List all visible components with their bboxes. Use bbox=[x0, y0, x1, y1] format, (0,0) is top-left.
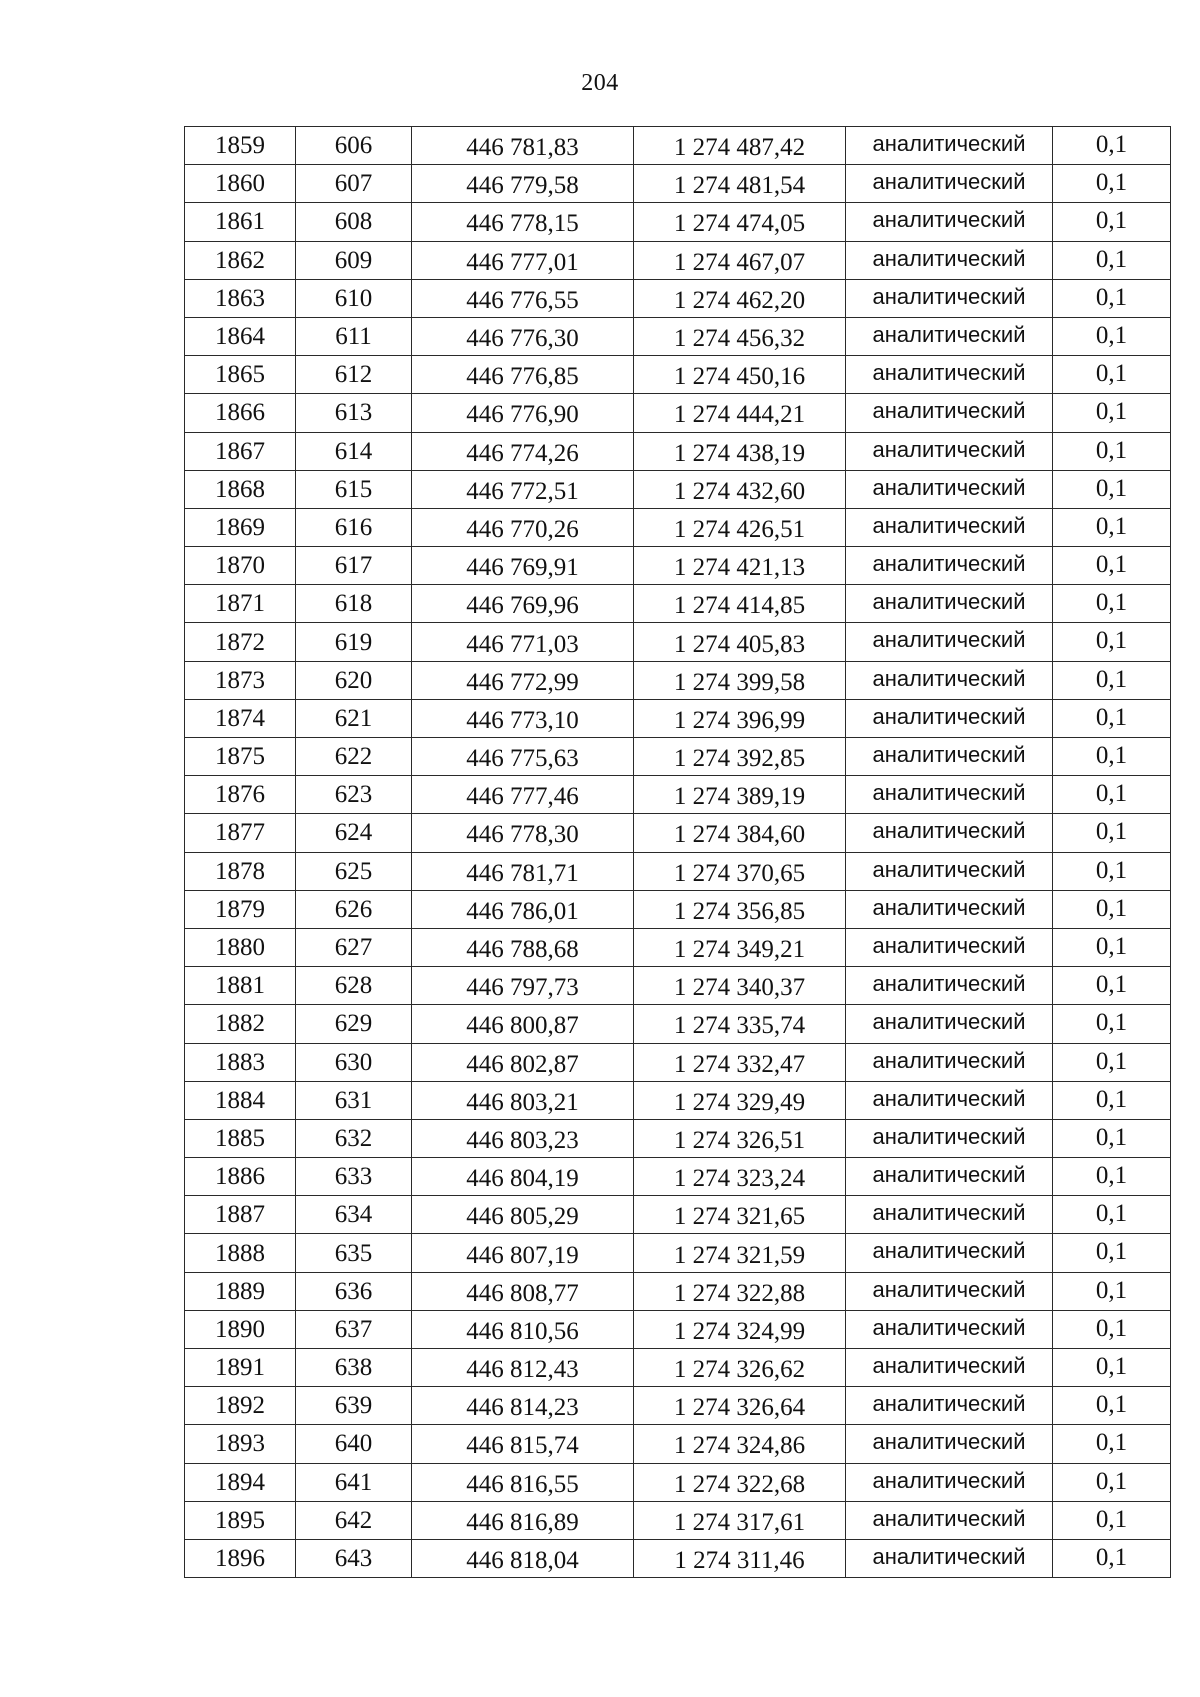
method-cell: аналитический bbox=[846, 127, 1053, 165]
row-number-cell: 1870 bbox=[185, 547, 296, 585]
row-number-cell: 1891 bbox=[185, 1349, 296, 1387]
y-coordinate-cell: 1 274 396,99 bbox=[634, 699, 846, 737]
method-cell: аналитический bbox=[846, 699, 1053, 737]
x-coordinate-cell: 446 781,71 bbox=[412, 852, 634, 890]
accuracy-cell: 0,1 bbox=[1053, 470, 1171, 508]
row-number-cell: 1886 bbox=[185, 1158, 296, 1196]
accuracy-cell: 0,1 bbox=[1053, 928, 1171, 966]
row-number-cell: 1881 bbox=[185, 967, 296, 1005]
x-coordinate-cell: 446 771,03 bbox=[412, 623, 634, 661]
method-cell: аналитический bbox=[846, 279, 1053, 317]
method-cell: аналитический bbox=[846, 852, 1053, 890]
method-cell: аналитический bbox=[846, 928, 1053, 966]
method-cell: аналитический bbox=[846, 203, 1053, 241]
accuracy-cell: 0,1 bbox=[1053, 508, 1171, 546]
method-cell: аналитический bbox=[846, 1501, 1053, 1539]
table-row bbox=[185, 1081, 1171, 1119]
accuracy-cell: 0,1 bbox=[1053, 1539, 1171, 1577]
y-coordinate-cell: 1 274 462,20 bbox=[634, 279, 846, 317]
point-number-cell: 619 bbox=[296, 623, 412, 661]
x-coordinate-cell: 446 804,19 bbox=[412, 1158, 634, 1196]
x-coordinate-cell: 446 778,15 bbox=[412, 203, 634, 241]
accuracy-cell: 0,1 bbox=[1053, 165, 1171, 203]
accuracy-cell: 0,1 bbox=[1053, 852, 1171, 890]
point-number-cell: 613 bbox=[296, 394, 412, 432]
accuracy-cell: 0,1 bbox=[1053, 776, 1171, 814]
y-coordinate-cell: 1 274 329,49 bbox=[634, 1081, 846, 1119]
row-number-cell: 1883 bbox=[185, 1043, 296, 1081]
point-number-cell: 609 bbox=[296, 241, 412, 279]
y-coordinate-cell: 1 274 356,85 bbox=[634, 890, 846, 928]
row-number-cell: 1889 bbox=[185, 1272, 296, 1310]
y-coordinate-cell: 1 274 456,32 bbox=[634, 317, 846, 355]
point-number-cell: 634 bbox=[296, 1196, 412, 1234]
x-coordinate-cell: 446 770,26 bbox=[412, 508, 634, 546]
accuracy-cell: 0,1 bbox=[1053, 1196, 1171, 1234]
y-coordinate-cell: 1 274 426,51 bbox=[634, 508, 846, 546]
row-number-cell: 1862 bbox=[185, 241, 296, 279]
accuracy-cell: 0,1 bbox=[1053, 623, 1171, 661]
point-number-cell: 640 bbox=[296, 1425, 412, 1463]
x-coordinate-cell: 446 776,55 bbox=[412, 279, 634, 317]
row-number-cell: 1877 bbox=[185, 814, 296, 852]
x-coordinate-cell: 446 803,23 bbox=[412, 1119, 634, 1157]
point-number-cell: 643 bbox=[296, 1539, 412, 1577]
table-row bbox=[185, 470, 1171, 508]
y-coordinate-cell: 1 274 335,74 bbox=[634, 1005, 846, 1043]
row-number-cell: 1885 bbox=[185, 1119, 296, 1157]
method-cell: аналитический bbox=[846, 470, 1053, 508]
y-coordinate-cell: 1 274 389,19 bbox=[634, 776, 846, 814]
point-number-cell: 623 bbox=[296, 776, 412, 814]
accuracy-cell: 0,1 bbox=[1053, 1501, 1171, 1539]
x-coordinate-cell: 446 777,01 bbox=[412, 241, 634, 279]
y-coordinate-cell: 1 274 399,58 bbox=[634, 661, 846, 699]
table-row bbox=[185, 547, 1171, 585]
y-coordinate-cell: 1 274 450,16 bbox=[634, 356, 846, 394]
table-row bbox=[185, 1119, 1171, 1157]
method-cell: аналитический bbox=[846, 356, 1053, 394]
row-number-cell: 1896 bbox=[185, 1539, 296, 1577]
point-number-cell: 620 bbox=[296, 661, 412, 699]
y-coordinate-cell: 1 274 384,60 bbox=[634, 814, 846, 852]
y-coordinate-cell: 1 274 467,07 bbox=[634, 241, 846, 279]
table-row bbox=[185, 127, 1171, 165]
method-cell: аналитический bbox=[846, 1463, 1053, 1501]
row-number-cell: 1874 bbox=[185, 699, 296, 737]
method-cell: аналитический bbox=[846, 1043, 1053, 1081]
table-row bbox=[185, 1196, 1171, 1234]
method-cell: аналитический bbox=[846, 1272, 1053, 1310]
table-row bbox=[185, 1463, 1171, 1501]
accuracy-cell: 0,1 bbox=[1053, 241, 1171, 279]
method-cell: аналитический bbox=[846, 394, 1053, 432]
point-number-cell: 606 bbox=[296, 127, 412, 165]
method-cell: аналитический bbox=[846, 1158, 1053, 1196]
point-number-cell: 615 bbox=[296, 470, 412, 508]
row-number-cell: 1873 bbox=[185, 661, 296, 699]
method-cell: аналитический bbox=[846, 1234, 1053, 1272]
table-row bbox=[185, 928, 1171, 966]
point-number-cell: 632 bbox=[296, 1119, 412, 1157]
x-coordinate-cell: 446 816,89 bbox=[412, 1501, 634, 1539]
point-number-cell: 618 bbox=[296, 585, 412, 623]
row-number-cell: 1866 bbox=[185, 394, 296, 432]
x-coordinate-cell: 446 805,29 bbox=[412, 1196, 634, 1234]
row-number-cell: 1878 bbox=[185, 852, 296, 890]
x-coordinate-cell: 446 776,85 bbox=[412, 356, 634, 394]
point-number-cell: 625 bbox=[296, 852, 412, 890]
table-row bbox=[185, 738, 1171, 776]
point-number-cell: 629 bbox=[296, 1005, 412, 1043]
accuracy-cell: 0,1 bbox=[1053, 1158, 1171, 1196]
y-coordinate-cell: 1 274 370,65 bbox=[634, 852, 846, 890]
table-row bbox=[185, 1349, 1171, 1387]
table-row bbox=[185, 776, 1171, 814]
point-number-cell: 612 bbox=[296, 356, 412, 394]
point-number-cell: 628 bbox=[296, 967, 412, 1005]
y-coordinate-cell: 1 274 317,61 bbox=[634, 1501, 846, 1539]
table-row bbox=[185, 814, 1171, 852]
row-number-cell: 1888 bbox=[185, 1234, 296, 1272]
table-row bbox=[185, 852, 1171, 890]
row-number-cell: 1865 bbox=[185, 356, 296, 394]
y-coordinate-cell: 1 274 324,99 bbox=[634, 1310, 846, 1348]
table-row bbox=[185, 890, 1171, 928]
row-number-cell: 1894 bbox=[185, 1463, 296, 1501]
point-number-cell: 624 bbox=[296, 814, 412, 852]
point-number-cell: 638 bbox=[296, 1349, 412, 1387]
method-cell: аналитический bbox=[846, 1310, 1053, 1348]
point-number-cell: 633 bbox=[296, 1158, 412, 1196]
row-number-cell: 1864 bbox=[185, 317, 296, 355]
table-row bbox=[185, 508, 1171, 546]
x-coordinate-cell: 446 776,90 bbox=[412, 394, 634, 432]
accuracy-cell: 0,1 bbox=[1053, 356, 1171, 394]
x-coordinate-cell: 446 788,68 bbox=[412, 928, 634, 966]
table-row bbox=[185, 356, 1171, 394]
row-number-cell: 1882 bbox=[185, 1005, 296, 1043]
y-coordinate-cell: 1 274 322,68 bbox=[634, 1463, 846, 1501]
method-cell: аналитический bbox=[846, 661, 1053, 699]
accuracy-cell: 0,1 bbox=[1053, 1234, 1171, 1272]
y-coordinate-cell: 1 274 438,19 bbox=[634, 432, 846, 470]
y-coordinate-cell: 1 274 326,51 bbox=[634, 1119, 846, 1157]
table-row bbox=[185, 1425, 1171, 1463]
accuracy-cell: 0,1 bbox=[1053, 1349, 1171, 1387]
table-row bbox=[185, 585, 1171, 623]
y-coordinate-cell: 1 274 481,54 bbox=[634, 165, 846, 203]
point-number-cell: 637 bbox=[296, 1310, 412, 1348]
method-cell: аналитический bbox=[846, 241, 1053, 279]
x-coordinate-cell: 446 778,30 bbox=[412, 814, 634, 852]
y-coordinate-cell: 1 274 421,13 bbox=[634, 547, 846, 585]
y-coordinate-cell: 1 274 311,46 bbox=[634, 1539, 846, 1577]
accuracy-cell: 0,1 bbox=[1053, 1081, 1171, 1119]
x-coordinate-cell: 446 773,10 bbox=[412, 699, 634, 737]
accuracy-cell: 0,1 bbox=[1053, 203, 1171, 241]
point-number-cell: 614 bbox=[296, 432, 412, 470]
point-number-cell: 610 bbox=[296, 279, 412, 317]
y-coordinate-cell: 1 274 321,65 bbox=[634, 1196, 846, 1234]
row-number-cell: 1890 bbox=[185, 1310, 296, 1348]
row-number-cell: 1884 bbox=[185, 1081, 296, 1119]
method-cell: аналитический bbox=[846, 738, 1053, 776]
accuracy-cell: 0,1 bbox=[1053, 661, 1171, 699]
x-coordinate-cell: 446 800,87 bbox=[412, 1005, 634, 1043]
accuracy-cell: 0,1 bbox=[1053, 279, 1171, 317]
x-coordinate-cell: 446 802,87 bbox=[412, 1043, 634, 1081]
table-row bbox=[185, 1005, 1171, 1043]
table-row bbox=[185, 317, 1171, 355]
row-number-cell: 1867 bbox=[185, 432, 296, 470]
point-number-cell: 635 bbox=[296, 1234, 412, 1272]
row-number-cell: 1861 bbox=[185, 203, 296, 241]
page-number: 204 bbox=[581, 70, 619, 96]
table-row bbox=[185, 661, 1171, 699]
table-row bbox=[185, 699, 1171, 737]
y-coordinate-cell: 1 274 321,59 bbox=[634, 1234, 846, 1272]
method-cell: аналитический bbox=[846, 1081, 1053, 1119]
point-number-cell: 642 bbox=[296, 1501, 412, 1539]
x-coordinate-cell: 446 774,26 bbox=[412, 432, 634, 470]
x-coordinate-cell: 446 797,73 bbox=[412, 967, 634, 1005]
y-coordinate-cell: 1 274 340,37 bbox=[634, 967, 846, 1005]
row-number-cell: 1868 bbox=[185, 470, 296, 508]
method-cell: аналитический bbox=[846, 890, 1053, 928]
accuracy-cell: 0,1 bbox=[1053, 585, 1171, 623]
point-number-cell: 636 bbox=[296, 1272, 412, 1310]
point-number-cell: 621 bbox=[296, 699, 412, 737]
x-coordinate-cell: 446 807,19 bbox=[412, 1234, 634, 1272]
row-number-cell: 1859 bbox=[185, 127, 296, 165]
accuracy-cell: 0,1 bbox=[1053, 814, 1171, 852]
accuracy-cell: 0,1 bbox=[1053, 890, 1171, 928]
point-number-cell: 617 bbox=[296, 547, 412, 585]
accuracy-cell: 0,1 bbox=[1053, 967, 1171, 1005]
y-coordinate-cell: 1 274 487,42 bbox=[634, 127, 846, 165]
method-cell: аналитический bbox=[846, 585, 1053, 623]
row-number-cell: 1863 bbox=[185, 279, 296, 317]
table-row bbox=[185, 623, 1171, 661]
y-coordinate-cell: 1 274 414,85 bbox=[634, 585, 846, 623]
x-coordinate-cell: 446 814,23 bbox=[412, 1387, 634, 1425]
table-row bbox=[185, 165, 1171, 203]
row-number-cell: 1892 bbox=[185, 1387, 296, 1425]
method-cell: аналитический bbox=[846, 317, 1053, 355]
table-row bbox=[185, 1234, 1171, 1272]
y-coordinate-cell: 1 274 349,21 bbox=[634, 928, 846, 966]
x-coordinate-cell: 446 818,04 bbox=[412, 1539, 634, 1577]
y-coordinate-cell: 1 274 474,05 bbox=[634, 203, 846, 241]
table-row bbox=[185, 1501, 1171, 1539]
table-row bbox=[185, 967, 1171, 1005]
accuracy-cell: 0,1 bbox=[1053, 432, 1171, 470]
method-cell: аналитический bbox=[846, 967, 1053, 1005]
point-number-cell: 641 bbox=[296, 1463, 412, 1501]
x-coordinate-cell: 446 815,74 bbox=[412, 1425, 634, 1463]
x-coordinate-cell: 446 816,55 bbox=[412, 1463, 634, 1501]
method-cell: аналитический bbox=[846, 1005, 1053, 1043]
x-coordinate-cell: 446 808,77 bbox=[412, 1272, 634, 1310]
table-row bbox=[185, 1272, 1171, 1310]
y-coordinate-cell: 1 274 326,62 bbox=[634, 1349, 846, 1387]
x-coordinate-cell: 446 786,01 bbox=[412, 890, 634, 928]
point-number-cell: 627 bbox=[296, 928, 412, 966]
x-coordinate-cell: 446 772,51 bbox=[412, 470, 634, 508]
coordinates-table bbox=[184, 126, 1171, 1578]
y-coordinate-cell: 1 274 326,64 bbox=[634, 1387, 846, 1425]
row-number-cell: 1860 bbox=[185, 165, 296, 203]
accuracy-cell: 0,1 bbox=[1053, 394, 1171, 432]
accuracy-cell: 0,1 bbox=[1053, 317, 1171, 355]
method-cell: аналитический bbox=[846, 776, 1053, 814]
method-cell: аналитический bbox=[846, 623, 1053, 661]
row-number-cell: 1869 bbox=[185, 508, 296, 546]
x-coordinate-cell: 446 777,46 bbox=[412, 776, 634, 814]
row-number-cell: 1872 bbox=[185, 623, 296, 661]
y-coordinate-cell: 1 274 322,88 bbox=[634, 1272, 846, 1310]
accuracy-cell: 0,1 bbox=[1053, 547, 1171, 585]
row-number-cell: 1876 bbox=[185, 776, 296, 814]
method-cell: аналитический bbox=[846, 814, 1053, 852]
table-row bbox=[185, 203, 1171, 241]
x-coordinate-cell: 446 812,43 bbox=[412, 1349, 634, 1387]
x-coordinate-cell: 446 769,91 bbox=[412, 547, 634, 585]
method-cell: аналитический bbox=[846, 547, 1053, 585]
method-cell: аналитический bbox=[846, 432, 1053, 470]
point-number-cell: 607 bbox=[296, 165, 412, 203]
point-number-cell: 611 bbox=[296, 317, 412, 355]
method-cell: аналитический bbox=[846, 1349, 1053, 1387]
method-cell: аналитический bbox=[846, 508, 1053, 546]
method-cell: аналитический bbox=[846, 1196, 1053, 1234]
table-row bbox=[185, 241, 1171, 279]
accuracy-cell: 0,1 bbox=[1053, 1310, 1171, 1348]
point-number-cell: 626 bbox=[296, 890, 412, 928]
point-number-cell: 616 bbox=[296, 508, 412, 546]
x-coordinate-cell: 446 810,56 bbox=[412, 1310, 634, 1348]
table-row bbox=[185, 432, 1171, 470]
row-number-cell: 1879 bbox=[185, 890, 296, 928]
accuracy-cell: 0,1 bbox=[1053, 738, 1171, 776]
method-cell: аналитический bbox=[846, 165, 1053, 203]
row-number-cell: 1880 bbox=[185, 928, 296, 966]
accuracy-cell: 0,1 bbox=[1053, 1387, 1171, 1425]
y-coordinate-cell: 1 274 432,60 bbox=[634, 470, 846, 508]
accuracy-cell: 0,1 bbox=[1053, 1005, 1171, 1043]
method-cell: аналитический bbox=[846, 1387, 1053, 1425]
table-row bbox=[185, 1158, 1171, 1196]
x-coordinate-cell: 446 781,83 bbox=[412, 127, 634, 165]
x-coordinate-cell: 446 772,99 bbox=[412, 661, 634, 699]
table-row bbox=[185, 394, 1171, 432]
y-coordinate-cell: 1 274 444,21 bbox=[634, 394, 846, 432]
accuracy-cell: 0,1 bbox=[1053, 1272, 1171, 1310]
y-coordinate-cell: 1 274 324,86 bbox=[634, 1425, 846, 1463]
accuracy-cell: 0,1 bbox=[1053, 699, 1171, 737]
x-coordinate-cell: 446 779,58 bbox=[412, 165, 634, 203]
accuracy-cell: 0,1 bbox=[1053, 1425, 1171, 1463]
accuracy-cell: 0,1 bbox=[1053, 127, 1171, 165]
table-row bbox=[185, 1310, 1171, 1348]
table-row bbox=[185, 279, 1171, 317]
row-number-cell: 1875 bbox=[185, 738, 296, 776]
x-coordinate-cell: 446 776,30 bbox=[412, 317, 634, 355]
table-row bbox=[185, 1539, 1171, 1577]
y-coordinate-cell: 1 274 405,83 bbox=[634, 623, 846, 661]
y-coordinate-cell: 1 274 323,24 bbox=[634, 1158, 846, 1196]
row-number-cell: 1895 bbox=[185, 1501, 296, 1539]
x-coordinate-cell: 446 769,96 bbox=[412, 585, 634, 623]
row-number-cell: 1893 bbox=[185, 1425, 296, 1463]
row-number-cell: 1871 bbox=[185, 585, 296, 623]
table-row bbox=[185, 1043, 1171, 1081]
method-cell: аналитический bbox=[846, 1425, 1053, 1463]
point-number-cell: 622 bbox=[296, 738, 412, 776]
method-cell: аналитический bbox=[846, 1539, 1053, 1577]
table-body bbox=[185, 127, 1171, 1578]
row-number-cell: 1887 bbox=[185, 1196, 296, 1234]
accuracy-cell: 0,1 bbox=[1053, 1463, 1171, 1501]
x-coordinate-cell: 446 775,63 bbox=[412, 738, 634, 776]
y-coordinate-cell: 1 274 332,47 bbox=[634, 1043, 846, 1081]
table-row bbox=[185, 1387, 1171, 1425]
method-cell: аналитический bbox=[846, 1119, 1053, 1157]
point-number-cell: 630 bbox=[296, 1043, 412, 1081]
point-number-cell: 608 bbox=[296, 203, 412, 241]
x-coordinate-cell: 446 803,21 bbox=[412, 1081, 634, 1119]
y-coordinate-cell: 1 274 392,85 bbox=[634, 738, 846, 776]
accuracy-cell: 0,1 bbox=[1053, 1043, 1171, 1081]
point-number-cell: 631 bbox=[296, 1081, 412, 1119]
accuracy-cell: 0,1 bbox=[1053, 1119, 1171, 1157]
point-number-cell: 639 bbox=[296, 1387, 412, 1425]
